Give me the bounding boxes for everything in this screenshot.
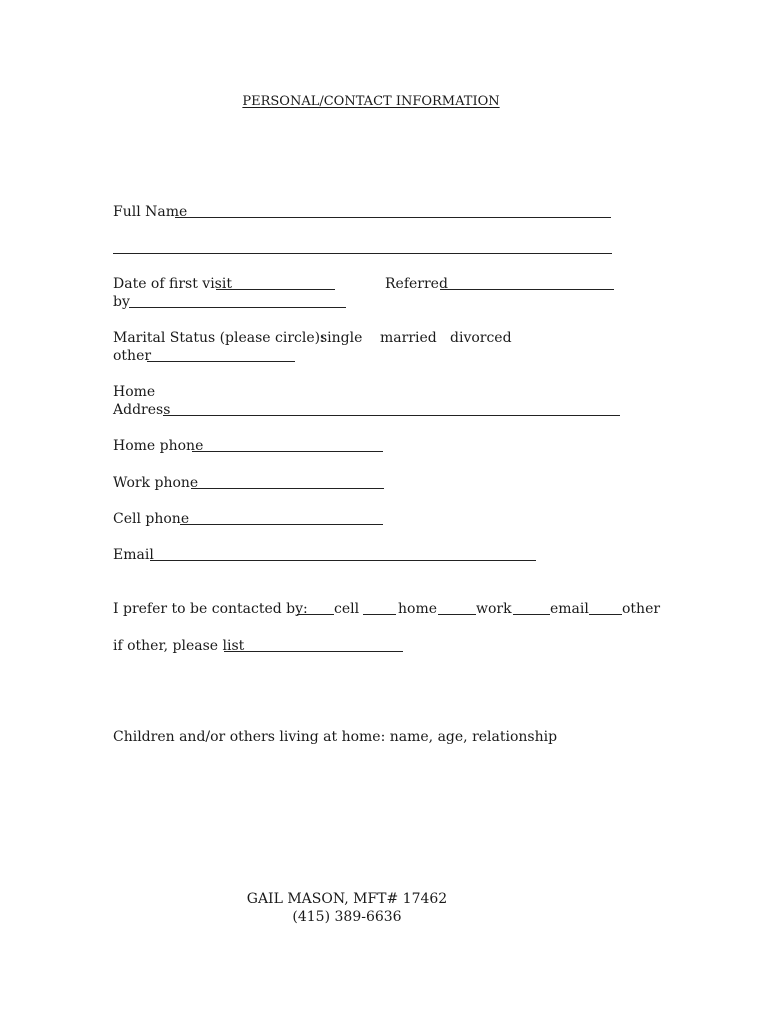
full-name-line-2[interactable]: [113, 253, 612, 254]
referred-line[interactable]: [440, 289, 614, 290]
footer-phone: (415) 389-6636: [292, 909, 402, 925]
referred-by-label: by: [113, 294, 130, 310]
marital-option-single[interactable]: single: [320, 330, 363, 346]
contact-option-cell: cell: [334, 601, 360, 617]
if-other-label: if other, please list: [113, 638, 245, 654]
contact-cell-line[interactable]: [297, 614, 334, 615]
marital-status-label: Marital Status (please circle):: [113, 330, 325, 346]
work-phone-label: Work phone: [113, 475, 199, 491]
date-first-visit-line[interactable]: [216, 289, 335, 290]
home-label: Home: [113, 384, 156, 400]
referred-by-line[interactable]: [129, 307, 346, 308]
marital-option-divorced[interactable]: divorced: [450, 330, 512, 346]
footer-name: GAIL MASON, MFT# 17462: [246, 891, 448, 907]
email-line[interactable]: [150, 560, 536, 561]
children-label: Children and/or others living at home: name, age, relationship: [113, 729, 558, 745]
if-other-line[interactable]: [224, 651, 403, 652]
cell-phone-line[interactable]: [180, 524, 383, 525]
contact-option-work: work: [476, 601, 512, 617]
contact-other-line[interactable]: [589, 614, 622, 615]
full-name-label: Full Name: [113, 204, 188, 220]
cell-phone-label: Cell phone: [113, 511, 190, 527]
contact-home-line[interactable]: [363, 614, 396, 615]
email-label: Email: [113, 547, 154, 563]
contact-email-line[interactable]: [513, 614, 550, 615]
form-title: PERSONAL/CONTACT INFORMATION: [242, 94, 500, 109]
contact-option-other: other: [622, 601, 661, 617]
contact-option-email: email: [550, 601, 589, 617]
contact-option-home: home: [398, 601, 438, 617]
contact-work-line[interactable]: [438, 614, 476, 615]
referred-label: Referred: [385, 276, 448, 292]
home-phone-label: Home phone: [113, 438, 204, 454]
address-line[interactable]: [163, 415, 620, 416]
marital-option-married[interactable]: married: [380, 330, 437, 346]
address-label: Address: [113, 402, 171, 418]
date-first-visit-label: Date of first visit: [113, 276, 232, 292]
work-phone-line[interactable]: [191, 488, 384, 489]
contact-pref-label: I prefer to be contacted by:: [113, 601, 308, 617]
marital-other-line[interactable]: [147, 361, 295, 362]
marital-other-label: other: [113, 348, 152, 364]
full-name-line[interactable]: [175, 217, 611, 218]
home-phone-line[interactable]: [192, 451, 383, 452]
